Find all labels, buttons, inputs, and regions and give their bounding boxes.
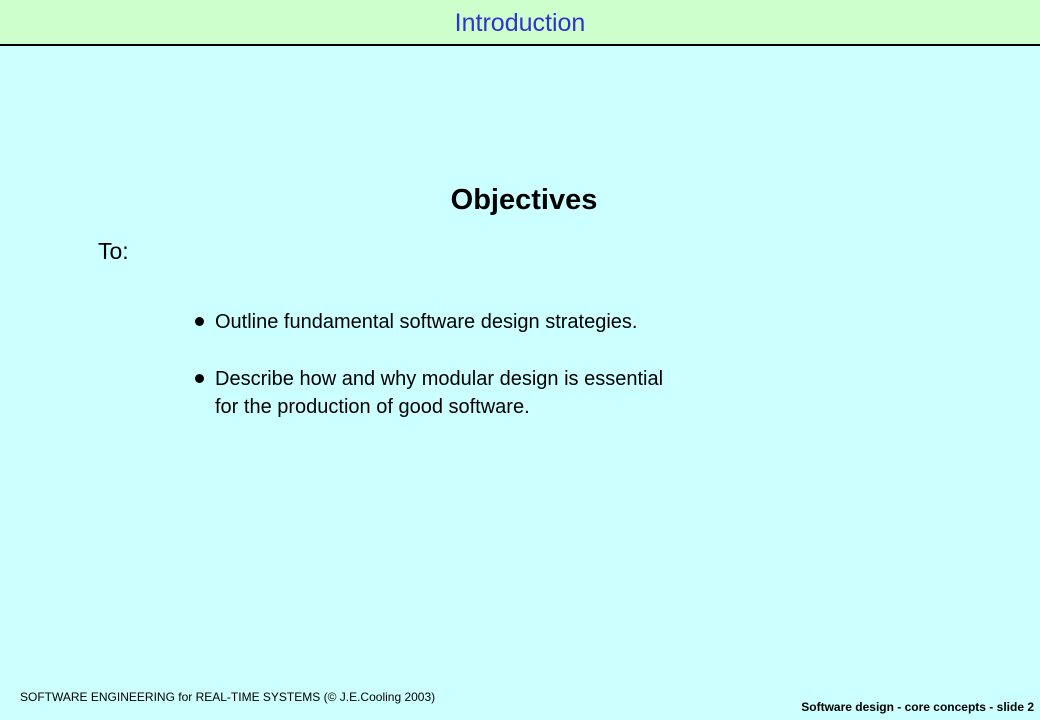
course-footer: SOFTWARE ENGINEERING for REAL-TIME SYSTEMS (© J.E.Cooling 2003) (20, 690, 436, 704)
objective-text: Outline fundamental software design strategies. (215, 311, 638, 333)
bullet-dot-icon (195, 374, 204, 383)
objective-text-line-1: Describe how and why modular design is essential (215, 368, 664, 390)
slide-heading: Objectives (450, 184, 598, 216)
objective-item (193, 308, 893, 336)
bullet-dot-icon (195, 317, 204, 326)
objective-text-line-2: for the production of good software. (215, 396, 530, 418)
objectives-list (193, 308, 893, 421)
slide-header-bar (0, 0, 1040, 46)
section-title: Introduction (454, 9, 586, 37)
objective-item (193, 365, 893, 421)
slide-footer: Software design - core concepts - slide 2 (801, 700, 1034, 714)
intro-text: To: (98, 238, 129, 264)
